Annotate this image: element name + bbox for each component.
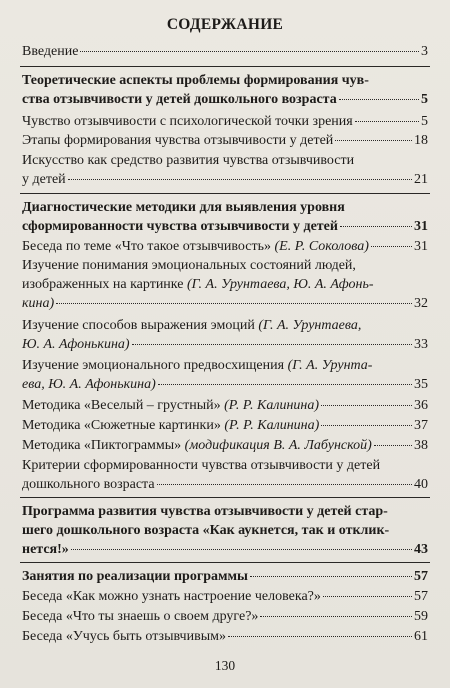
toc-section-1[interactable] <box>22 71 428 109</box>
toc-entry-1c[interactable] <box>22 151 428 189</box>
entry-text: Изучение способов выражения эмоций <box>22 318 255 333</box>
entry-author: (Г. А. Урунта- <box>287 358 373 373</box>
toc-entry-4c[interactable] <box>22 627 428 646</box>
toc-entry-2h[interactable] <box>22 456 428 494</box>
page-ref: 32 <box>414 296 428 311</box>
leader-dots <box>68 179 412 180</box>
toc-entry-2f[interactable] <box>22 416 428 435</box>
leader-dots <box>80 51 419 52</box>
toc-section-4[interactable] <box>22 567 428 586</box>
entry-text: Беседа «Учусь быть отзывчивым» <box>22 629 226 644</box>
page-ref: 31 <box>414 239 428 254</box>
page-ref: 61 <box>414 629 428 644</box>
leader-dots <box>157 484 412 485</box>
entry-text: Беседа по теме «Что такое отзывчивость» <box>22 239 271 254</box>
page-ref: 35 <box>414 377 428 392</box>
leader-dots <box>339 99 419 100</box>
leader-dots <box>132 344 412 345</box>
entry-author: (Р. Р. Калинина) <box>224 398 320 413</box>
entry-text: Программа развития чувства отзывчивости у детей стар- <box>22 504 388 519</box>
page-ref: 43 <box>414 542 428 557</box>
page-ref: 36 <box>414 398 428 413</box>
toc-entry-2b[interactable] <box>22 256 428 313</box>
leader-dots <box>323 596 412 597</box>
leader-dots <box>158 384 412 385</box>
entry-text: Беседа «Что ты знаешь о своем друге?» <box>22 609 259 624</box>
entry-text: Методика «Сюжетные картинки» <box>22 418 221 433</box>
leader-dots <box>56 303 412 304</box>
leader-dots <box>355 121 419 122</box>
page-ref: 57 <box>414 589 428 604</box>
entry-text: Методика «Пиктограммы» <box>22 438 182 453</box>
page-ref: 31 <box>414 219 428 234</box>
entry-text: Теоретические аспекты проблемы формирования чув- <box>22 73 369 88</box>
page-ref: 59 <box>414 609 428 624</box>
toc-entry-2d[interactable] <box>22 356 428 394</box>
entry-text: изображенных на картинке <box>22 277 184 292</box>
entry-text: Критерии сформированности чувства отзывчивости у детей <box>22 458 381 473</box>
entry-text: Методика «Веселый – грустный» <box>22 398 221 413</box>
leader-dots <box>374 445 412 446</box>
entry-text: Искусство как средство развития чувства отзывчивости <box>22 153 355 168</box>
page-ref: 18 <box>414 133 428 148</box>
page-ref: 40 <box>414 477 428 492</box>
leader-dots <box>335 140 412 141</box>
toc-entry-2e[interactable] <box>22 396 428 415</box>
entry-author: ева, Ю. А. Афонькина) <box>22 377 156 392</box>
entry-text: дошкольного возраста <box>22 477 155 492</box>
entry-text: Этапы формирования чувства отзывчивости у детей <box>22 133 334 148</box>
entry-text: нется!» <box>22 542 69 557</box>
page-title: СОДЕРЖАНИЕ <box>166 16 284 33</box>
entry-text: Беседа «Как можно узнать настроение человека?» <box>22 589 321 604</box>
entry-author: (Г. А. Урунтаева, Ю. А. Афонь- <box>186 277 374 292</box>
entry-text: Диагностические методики для выявления уровня <box>22 200 345 215</box>
entry-text: Занятия по реализации программы <box>22 569 248 584</box>
entry-text: сформированности чувства отзывчивости у детей <box>22 219 338 234</box>
entry-author: Ю. А. Афонькина) <box>22 337 130 352</box>
page-number: 130 <box>214 658 236 673</box>
toc-section-3[interactable] <box>22 502 428 559</box>
toc-entry-4b[interactable] <box>22 607 428 626</box>
entry-text: Введение <box>22 44 79 59</box>
leader-dots <box>260 616 412 617</box>
page-ref: 33 <box>414 337 428 352</box>
page-ref: 5 <box>421 114 428 129</box>
section-divider <box>20 66 430 67</box>
toc-entry-2g[interactable] <box>22 436 428 455</box>
entry-text: Чувство отзывчивости с психологической точки зрения <box>22 114 353 129</box>
entry-text: Изучение эмоционального предвосхищения <box>22 358 285 373</box>
leader-dots <box>71 549 412 550</box>
toc-entry-intro[interactable] <box>22 42 428 61</box>
section-divider <box>20 497 430 498</box>
toc-entry-2c[interactable] <box>22 316 428 354</box>
page-ref: 5 <box>421 92 428 107</box>
page-ref: 57 <box>414 569 428 584</box>
section-divider <box>20 193 430 194</box>
page-ref: 3 <box>421 44 428 59</box>
leader-dots <box>250 576 412 577</box>
toc-entry-1b[interactable] <box>22 131 428 150</box>
entry-author: (Г. А. Урунтаева, <box>258 318 362 333</box>
entry-author: (модификация В. А. Лабунской) <box>184 438 372 453</box>
entry-text: у детей <box>22 172 66 187</box>
section-divider <box>20 562 430 563</box>
leader-dots <box>371 246 412 247</box>
entry-text: шего дошкольного возраста «Как аукнется, так и отклик- <box>22 523 390 538</box>
leader-dots <box>228 636 412 637</box>
page-ref: 21 <box>414 172 428 187</box>
toc-entry-4a[interactable] <box>22 587 428 606</box>
leader-dots <box>321 405 412 406</box>
entry-text: Изучение понимания эмоциональных состояний людей, <box>22 258 356 273</box>
toc-section-2[interactable] <box>22 198 428 236</box>
page-ref: 37 <box>414 418 428 433</box>
entry-author: (Е. Р. Соколова) <box>274 239 369 254</box>
leader-dots <box>321 425 412 426</box>
entry-text: ства отзывчивости у детей дошкольного возраста <box>22 92 337 107</box>
entry-author: (Р. Р. Калинина) <box>224 418 320 433</box>
toc-entry-1a[interactable] <box>22 112 428 131</box>
leader-dots <box>340 226 412 227</box>
page-ref: 38 <box>414 438 428 453</box>
toc-entry-2a[interactable] <box>22 237 428 256</box>
entry-author: кина) <box>22 296 55 311</box>
